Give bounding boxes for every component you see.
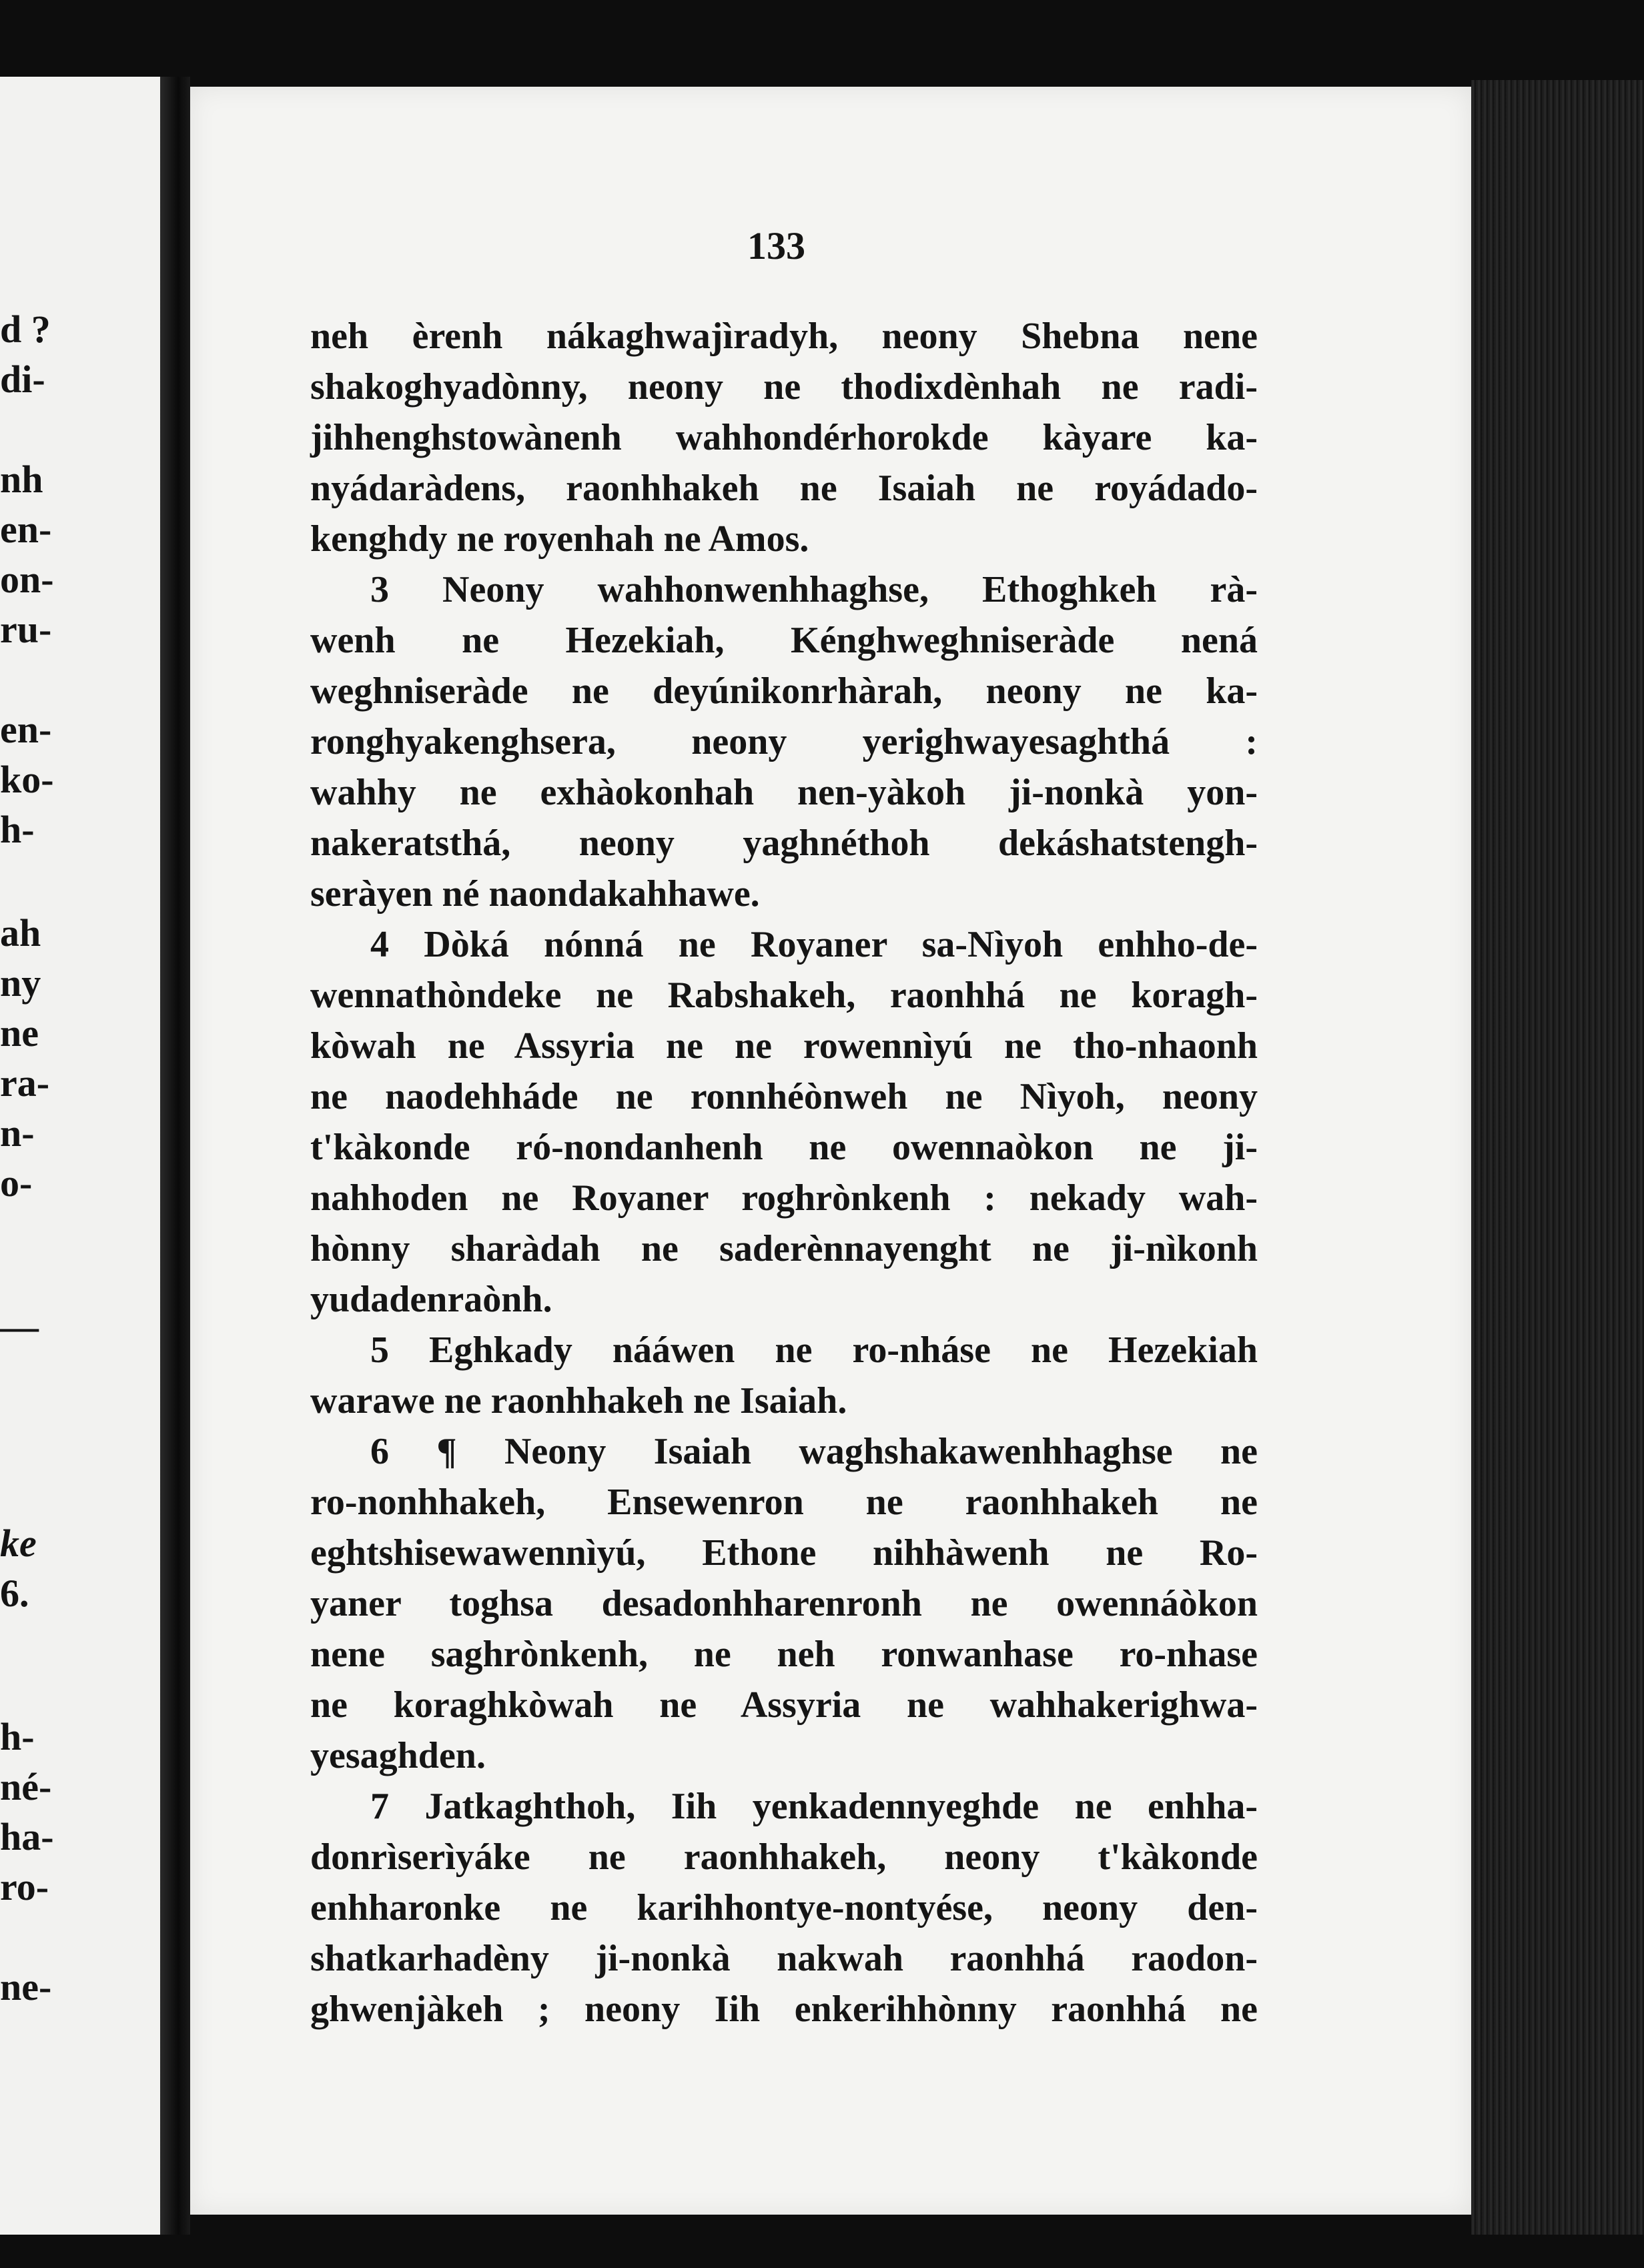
text-line: ne koraghkòwah ne Assyria ne wahhakerighwa- bbox=[310, 1684, 1258, 1726]
verse-start-line: 5 Eghkady nááwen ne ro-nháse ne Hezekiah bbox=[370, 1329, 1258, 1371]
left-page-fragment: on- bbox=[0, 558, 54, 601]
left-page-fragment: — bbox=[0, 1305, 39, 1348]
left-page-fragment: o- bbox=[0, 1161, 33, 1205]
text-line: warawe ne raonhhakeh ne Isaiah. bbox=[310, 1380, 847, 1422]
left-page-fragment: ne bbox=[0, 1011, 39, 1055]
text-line: ghwenjàkeh ; neony Iih enkerihhònny raonhhá ne bbox=[310, 1989, 1258, 2030]
text-line: wahhy ne exhàokonhah nen-yàkoh ji-nonkà yon- bbox=[310, 772, 1258, 813]
verse-start-line: 7 Jatkaghthoh, Iih yenkadennyeghde ne enhha- bbox=[370, 1786, 1258, 1827]
left-page-edge bbox=[0, 77, 160, 2235]
text-line: jihhenghstowànenh wahhondérhorokde kàyare ka- bbox=[310, 417, 1258, 458]
left-page-fragment: né- bbox=[0, 1765, 52, 1808]
text-line: nahhoden ne Royaner roghrònkenh : nekady wah- bbox=[310, 1177, 1258, 1219]
left-page-fragment: di- bbox=[0, 358, 45, 401]
verse-start-line: 4 Dòká nónná ne Royaner sa-Nìyoh enhho-de- bbox=[370, 924, 1258, 965]
text-line: neh èrenh nákaghwajìradyh, neony Shebna nene bbox=[310, 316, 1258, 357]
text-line: ronghyakenghsera, neony yerighwayesaghthá : bbox=[310, 721, 1258, 762]
text-line: ro-nonhhakeh, Ensewenron ne raonhhakeh ne bbox=[310, 1482, 1258, 1523]
text-line: wenh ne Hezekiah, Kénghweghniseràde nená bbox=[310, 620, 1258, 661]
left-page-fragment: nh bbox=[0, 458, 43, 501]
text-line: hònny sharàdah ne saderènnayenght ne ji-nìkonh bbox=[310, 1228, 1258, 1269]
body-text bbox=[310, 311, 1258, 2035]
left-page-fragment: ke bbox=[0, 1522, 37, 1565]
text-line: kòwah ne Assyria ne ne rowennìyú ne tho-nhaonh bbox=[310, 1025, 1258, 1067]
text-line: shakoghyadònny, neony ne thodixdènhah ne radi- bbox=[310, 366, 1258, 408]
left-page-fragment: ah bbox=[0, 911, 41, 955]
left-page-fragment: en- bbox=[0, 508, 52, 551]
left-page-fragment: ru- bbox=[0, 608, 52, 651]
text-line: eghtshisewawennìyú, Ethone nihhàwenh ne Ro- bbox=[310, 1532, 1258, 1574]
left-page-fragment: en- bbox=[0, 708, 52, 751]
text-line: yaner toghsa desadonhharenronh ne owennáòkon bbox=[310, 1583, 1258, 1624]
left-page-fragment: h- bbox=[0, 1715, 35, 1758]
text-line: nakeratsthá, neony yaghnéthoh dekáshatstengh- bbox=[310, 822, 1258, 864]
text-line: yudadenraònh. bbox=[310, 1279, 552, 1320]
book-gutter bbox=[160, 77, 190, 2235]
page-number: 133 bbox=[747, 224, 805, 267]
text-line: nyádaràdens, raonhhakeh ne Isaiah ne royádado- bbox=[310, 468, 1258, 509]
text-line: donrìserìyáke ne raonhhakeh, neony t'kàkonde bbox=[310, 1836, 1258, 1878]
left-page-fragment: ro- bbox=[0, 1865, 49, 1908]
verse-start-line: 6 ¶ Neony Isaiah waghshakawenhhaghse ne bbox=[370, 1431, 1258, 1472]
verse-start-line: 3 Neony wahhonwenhhaghse, Ethoghkeh rà- bbox=[370, 569, 1258, 610]
left-page-fragment: ha- bbox=[0, 1815, 54, 1858]
text-line: nene saghrònkenh, ne neh ronwanhase ro-nhase bbox=[310, 1634, 1258, 1675]
text-line: shatkarhadèny ji-nonkà nakwah raonhhá raodon- bbox=[310, 1938, 1258, 1979]
left-page-fragment: ne- bbox=[0, 1965, 52, 2009]
text-line: kenghdy ne royenhah ne Amos. bbox=[310, 518, 809, 560]
text-line: t'kàkonde ró-nondanhenh ne owennaòkon ne ji- bbox=[310, 1127, 1258, 1168]
left-page-fragment: 6. bbox=[0, 1572, 29, 1615]
left-page-fragment: h- bbox=[0, 808, 35, 851]
page-edge-stack bbox=[1471, 80, 1644, 2235]
left-page-fragment: ny bbox=[0, 961, 41, 1005]
text-line: yesaghden. bbox=[310, 1735, 486, 1776]
left-page-fragment: ra- bbox=[0, 1061, 50, 1105]
text-line: seràyen né naondakahhawe. bbox=[310, 873, 760, 915]
left-page-fragment: ko- bbox=[0, 758, 54, 801]
left-page-fragment: n- bbox=[0, 1111, 35, 1155]
text-line: wennathòndeke ne Rabshakeh, raonhhá ne koragh- bbox=[310, 975, 1258, 1016]
text-line: enhharonke ne karihhontye-nontyése, neony den- bbox=[310, 1887, 1258, 1928]
left-page-fragment: d ? bbox=[0, 308, 51, 351]
text-line: weghniseràde ne deyúnikonrhàrah, neony ne ka- bbox=[310, 670, 1258, 712]
text-line: ne naodehháde ne ronnhéònweh ne Nìyoh, neony bbox=[310, 1076, 1258, 1117]
